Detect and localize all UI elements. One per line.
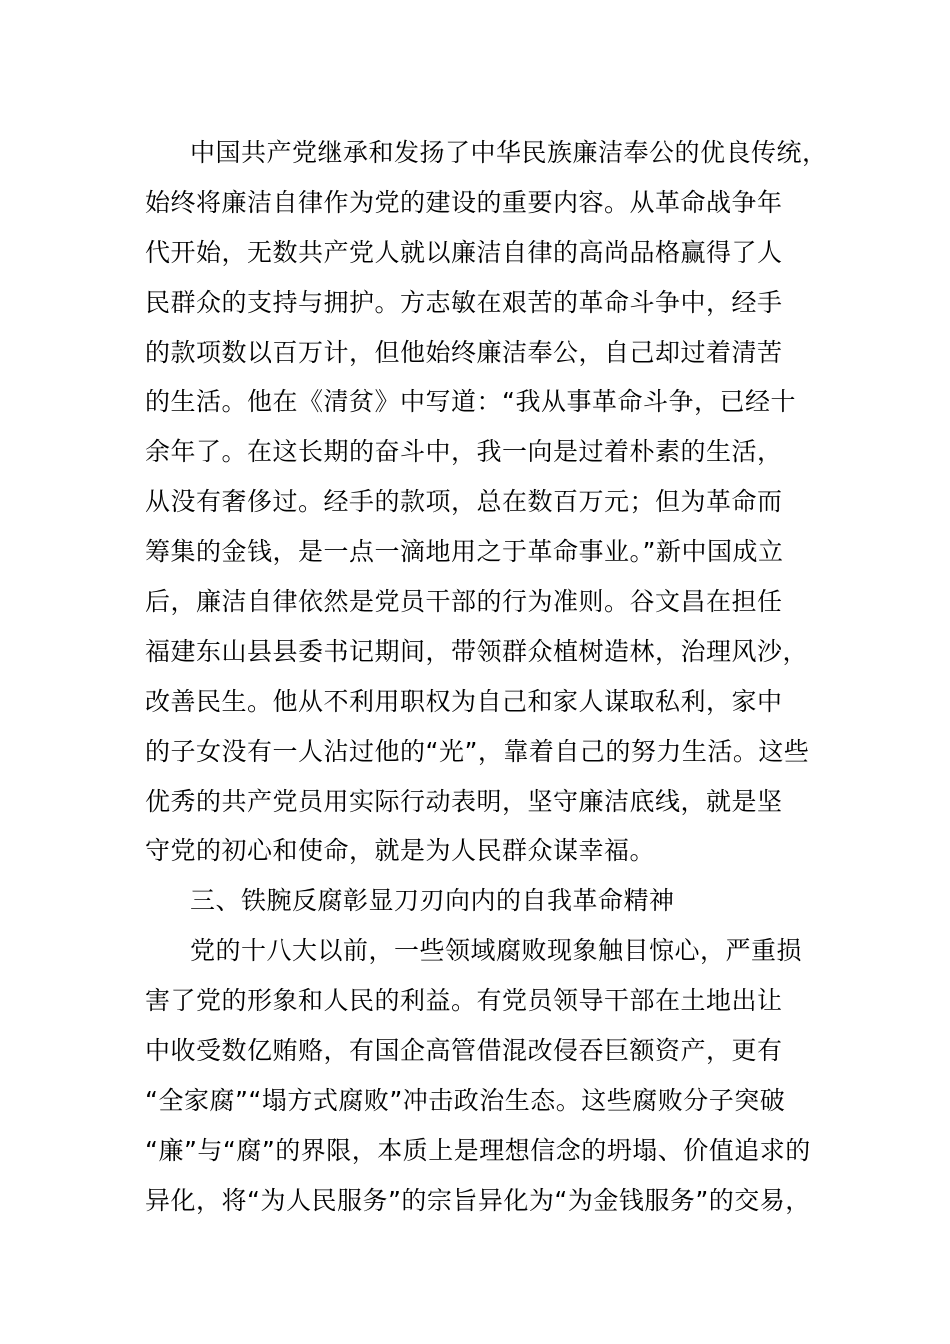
paragraph-line: 从没有奢侈过。经手的款项，总在数百万元；但为革命而 [145,487,783,517]
paragraph-line: 福建东山县县委书记期间，带领群众植树造林，治理风沙， [145,636,809,666]
paragraph-line: 后，廉洁自律依然是党员干部的行为准则。谷文昌在担任 [145,587,783,617]
paragraph-line: 的子女没有一人沾过他的“光”，靠着自己的努力生活。这些 [145,736,810,766]
paragraph-line: 代开始，无数共产党人就以廉洁自律的高尚品格赢得了人 [145,237,783,267]
paragraph-line: 的生活。他在《清贫》中写道：“我从事革命斗争，已经十 [145,387,796,417]
paragraph-line: 异化，将“为人民服务”的宗旨异化为“为金钱服务”的交易， [145,1185,811,1215]
paragraph-line: 中国共产党继承和发扬了中华民族廉洁奉公的优良传统， [190,138,828,167]
paragraph-line: 优秀的共产党员用实际行动表明，坚守廉洁底线，就是坚 [145,786,783,816]
paragraph-line: 守党的初心和使命，就是为人民群众谋幸福。 [145,836,656,866]
paragraph-line: “廉”与“腐”的界限，本质上是理想信念的坍塌、价值追求的 [145,1135,811,1165]
paragraph-line: 中收受数亿贿赂，有国企高管借混改侵吞巨额资产，更有 [145,1036,783,1066]
paragraph-line: 改善民生。他从不利用职权为自己和家人谋取私利，家中 [145,686,783,716]
paragraph-line: 余年了。在这长期的奋斗中，我一向是过着朴素的生活， [145,437,783,467]
paragraph-line: “全家腐”“塌方式腐败”冲击政治生态。这些腐败分子突破 [145,1085,786,1115]
paragraph-line: 始终将廉洁自律作为党的建设的重要内容。从革命战争年 [145,187,783,217]
paragraph-line: 民群众的支持与拥护。方志敏在艰苦的革命斗争中，经手 [145,287,783,317]
paragraph-line: 害了党的形象和人民的利益。有党员领导干部在土地出让 [145,986,783,1016]
paragraph-line: 的款项数以百万计，但他始终廉洁奉公，自己却过着清苦 [145,337,783,367]
paragraph-line: 党的十八大以前，一些领域腐败现象触目惊心，严重损 [190,936,803,966]
body-text [145,128,828,1226]
paragraph-line: 筹集的金钱，是一点一滴地用之于革命事业。”新中国成立 [145,537,784,567]
section-heading: 三、铁腕反腐彰显刀刃向内的自我革命精神 [190,886,675,916]
